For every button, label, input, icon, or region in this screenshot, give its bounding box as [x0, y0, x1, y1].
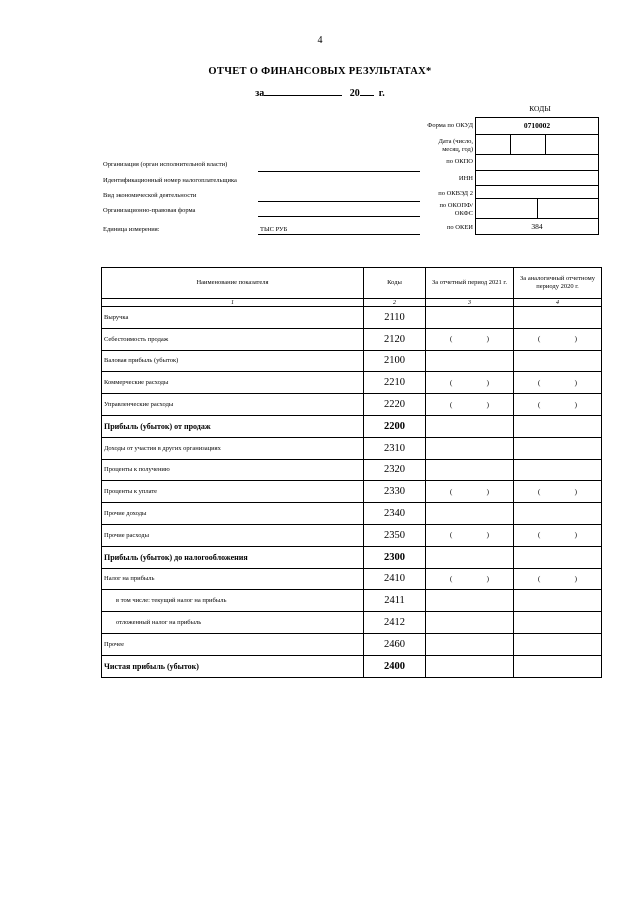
period-line [0, 86, 640, 99]
table-row [102, 481, 602, 503]
previous-value-cell[interactable] [514, 350, 602, 372]
year-suffix: г. [378, 88, 385, 99]
code-label-okopf: по ОКОПФ/ОКФС [439, 202, 473, 217]
codes-divider [475, 170, 599, 171]
row-name: отложенный налог на прибыль [102, 612, 364, 634]
current-value-cell[interactable] [426, 503, 514, 525]
org-input[interactable] [258, 171, 420, 172]
negative-value-parens [428, 335, 511, 343]
code-value-okud[interactable]: 0710002 [523, 121, 551, 130]
paren-open: ( [450, 487, 453, 496]
previous-value-cell[interactable] [514, 633, 602, 655]
previous-value-cell[interactable] [514, 437, 602, 459]
table-row [102, 655, 602, 677]
current-value-cell[interactable] [426, 481, 514, 503]
paren-close: ) [486, 574, 489, 583]
paren-open: ( [450, 335, 453, 344]
row-code: 2411 [364, 590, 426, 612]
current-value-cell[interactable] [426, 415, 514, 437]
activity-label: Вид экономической деятельности [103, 192, 197, 199]
paren-close: ) [574, 531, 577, 540]
codes-divider [475, 218, 599, 219]
table-row [102, 459, 602, 481]
current-value-cell[interactable] [426, 655, 514, 677]
paren-open: ( [538, 378, 541, 387]
row-code: 2310 [364, 437, 426, 459]
paren-close: ) [486, 378, 489, 387]
row-name: Прибыль (убыток) от продаж [102, 415, 364, 437]
code-label-inn: ИНН [458, 175, 473, 182]
previous-value-cell[interactable] [514, 503, 602, 525]
row-name: Коммерческие расходы [102, 372, 364, 394]
row-name: Себестоимость продаж [102, 328, 364, 350]
current-value-cell[interactable] [426, 459, 514, 481]
previous-value-cell[interactable] [514, 524, 602, 546]
row-code: 2300 [364, 546, 426, 568]
header-previous: За аналогичный отчетному периоду 2020 г. [514, 268, 602, 299]
current-value-cell[interactable] [426, 372, 514, 394]
current-value-cell[interactable] [426, 350, 514, 372]
unit-underline [258, 234, 420, 235]
row-name: Прибыль (убыток) до налогообложения [102, 546, 364, 568]
negative-value-parens [428, 531, 511, 539]
activity-input[interactable] [258, 201, 420, 202]
codes-divider [475, 154, 599, 155]
previous-value-cell[interactable] [514, 655, 602, 677]
row-code: 2100 [364, 350, 426, 372]
row-code: 2320 [364, 459, 426, 481]
paren-close: ) [486, 400, 489, 409]
inn-label: Идентификационный номер налогоплательщика [103, 177, 237, 184]
row-name: Проценты к уплате [102, 481, 364, 503]
row-code: 2200 [364, 415, 426, 437]
unit-value: ТЫС РУБ [260, 226, 288, 233]
paren-open: ( [450, 531, 453, 540]
org-label: Организация (орган исполнительной власти) [103, 161, 228, 168]
previous-value-cell[interactable] [514, 328, 602, 350]
paren-open: ( [538, 487, 541, 496]
paren-close: ) [486, 487, 489, 496]
row-name: Управленческие расходы [102, 394, 364, 416]
row-code: 2220 [364, 394, 426, 416]
row-name: Прочие расходы [102, 524, 364, 546]
year-blank[interactable] [360, 86, 374, 96]
paren-open: ( [538, 531, 541, 540]
date-divider [545, 134, 546, 154]
negative-value-parens [516, 335, 599, 343]
row-name: Прочее [102, 633, 364, 655]
row-name: Прочие доходы [102, 503, 364, 525]
row-name: Валовая прибыль (убыток) [102, 350, 364, 372]
paren-open: ( [538, 335, 541, 344]
header-current: За отчетный период 2021 г. [426, 268, 514, 299]
table-row [102, 568, 602, 590]
table-row [102, 350, 602, 372]
paren-open: ( [538, 574, 541, 583]
paren-close: ) [574, 378, 577, 387]
year-prefix: 20 [349, 88, 360, 99]
table-row [102, 503, 602, 525]
current-value-cell[interactable] [426, 546, 514, 568]
row-name: Налог на прибыль [102, 568, 364, 590]
row-code: 2410 [364, 568, 426, 590]
current-value-cell[interactable] [426, 612, 514, 634]
table-row [102, 394, 602, 416]
table-row [102, 546, 602, 568]
row-code: 2120 [364, 328, 426, 350]
previous-value-cell[interactable] [514, 612, 602, 634]
previous-value-cell[interactable] [514, 372, 602, 394]
code-value-okei[interactable]: 384 [531, 222, 543, 231]
code-label-okud: Форма по ОКУД [427, 122, 473, 129]
table-row [102, 415, 602, 437]
previous-value-cell[interactable] [514, 415, 602, 437]
negative-value-parens [516, 401, 599, 409]
okopf-divider [537, 198, 538, 218]
negative-value-parens [428, 401, 511, 409]
header-name: Наименование показателя [102, 268, 364, 299]
row-name: Чистая прибыль (убыток) [102, 655, 364, 677]
row-name: Выручка [102, 307, 364, 329]
table-row [102, 437, 602, 459]
row-name: в том числе: текущий налог на прибыль [102, 590, 364, 612]
codes-divider [475, 185, 599, 186]
negative-value-parens [516, 488, 599, 496]
date-divider [510, 134, 511, 154]
page-title: ОТЧЕТ О ФИНАНСОВЫХ РЕЗУЛЬТАТАХ* [208, 66, 432, 77]
previous-value-cell[interactable] [514, 590, 602, 612]
negative-value-parens [516, 531, 599, 539]
paren-open: ( [538, 400, 541, 409]
row-code: 2110 [364, 307, 426, 329]
row-code: 2330 [364, 481, 426, 503]
row-code: 2210 [364, 372, 426, 394]
paren-open: ( [450, 574, 453, 583]
table-row [102, 590, 602, 612]
paren-close: ) [574, 574, 577, 583]
current-value-cell[interactable] [426, 394, 514, 416]
negative-value-parens [428, 575, 511, 583]
legal-form-input[interactable] [258, 216, 420, 217]
unit-label: Единица измерения: [103, 226, 160, 233]
previous-value-cell[interactable] [514, 546, 602, 568]
col-num: 4 [514, 299, 602, 307]
col-num: 1 [102, 299, 364, 307]
row-code: 2340 [364, 503, 426, 525]
previous-value-cell[interactable] [514, 481, 602, 503]
financial-results-table [101, 267, 602, 678]
code-label-date: Дата (число, месяц, год) [438, 138, 473, 153]
paren-close: ) [574, 400, 577, 409]
previous-value-cell[interactable] [514, 459, 602, 481]
table-row [102, 612, 602, 634]
current-value-cell[interactable] [426, 524, 514, 546]
row-code: 2350 [364, 524, 426, 546]
paren-open: ( [450, 378, 453, 387]
paren-open: ( [450, 400, 453, 409]
paren-close: ) [486, 335, 489, 344]
column-number-row [102, 299, 602, 307]
paren-close: ) [486, 531, 489, 540]
period-blank[interactable] [264, 86, 342, 96]
period-prefix: за [255, 88, 265, 99]
negative-value-parens [428, 488, 511, 496]
row-code: 2460 [364, 633, 426, 655]
code-label-okei: по ОКЕИ [446, 224, 473, 231]
current-value-cell[interactable] [426, 590, 514, 612]
table-row [102, 372, 602, 394]
page-number: 4 [317, 35, 323, 46]
negative-value-parens [516, 379, 599, 387]
table-row [102, 307, 602, 329]
paren-close: ) [574, 487, 577, 496]
table-row [102, 633, 602, 655]
current-value-cell[interactable] [426, 307, 514, 329]
previous-value-cell[interactable] [514, 307, 602, 329]
code-label-okpo: по ОКПО [446, 158, 473, 165]
table-row [102, 524, 602, 546]
current-value-cell[interactable] [426, 633, 514, 655]
codes-divider [475, 134, 599, 135]
row-name: Доходы от участия в других организациях [102, 437, 364, 459]
row-name: Проценты к получению [102, 459, 364, 481]
row-code: 2400 [364, 655, 426, 677]
current-value-cell[interactable] [426, 328, 514, 350]
previous-value-cell[interactable] [514, 568, 602, 590]
col-num: 2 [364, 299, 426, 307]
table-row [102, 328, 602, 350]
current-value-cell[interactable] [426, 568, 514, 590]
code-label-okved: по ОКВЭД 2 [438, 190, 473, 197]
paren-close: ) [574, 335, 577, 344]
current-value-cell[interactable] [426, 437, 514, 459]
legal-form-label: Организационно-правовая форма [103, 207, 196, 214]
codes-header: КОДЫ [529, 104, 551, 113]
negative-value-parens [516, 575, 599, 583]
header-code: Коды [364, 268, 426, 299]
previous-value-cell[interactable] [514, 394, 602, 416]
table-header-row [102, 268, 602, 299]
negative-value-parens [428, 379, 511, 387]
row-code: 2412 [364, 612, 426, 634]
col-num: 3 [426, 299, 514, 307]
